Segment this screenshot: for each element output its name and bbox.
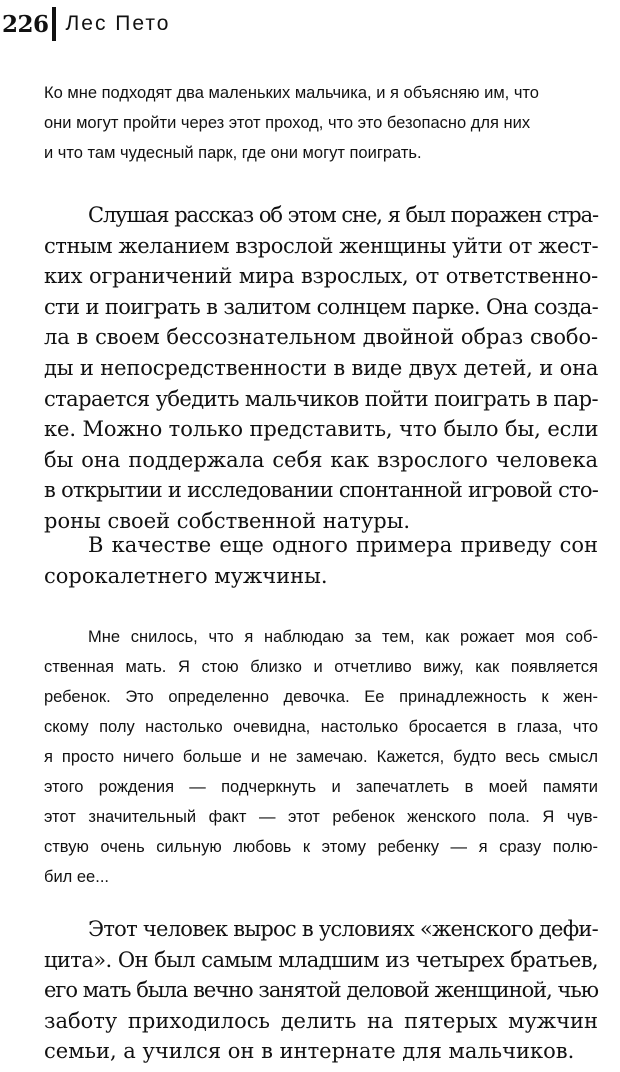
book-author: Лес Пето <box>65 12 171 35</box>
text-line: роны своей собственной натуры. <box>44 508 411 533</box>
paragraph-2 <box>44 530 598 591</box>
text-line: ды и непосредственности в виде двух детей, и она <box>44 355 599 380</box>
text-line: Этот человек вырос в условиях «женского дефи- <box>88 917 598 941</box>
text-line: сти и поиграть в залитом солнцем парке. Она созда- <box>44 294 598 319</box>
running-head <box>2 6 170 42</box>
paragraph-3 <box>44 914 598 1067</box>
text-line: цита». Он был самым младшим из четырех братьев, <box>44 947 598 972</box>
text-line: этот значительный факт — этот ребенок женского пола. Я чув- <box>44 808 598 826</box>
page-number: 226 <box>2 10 49 38</box>
text-line: ла в своем бессознательном двойной образ свобо- <box>44 325 598 350</box>
text-line: его мать была вечно занятой деловой женщиной, чью <box>44 978 598 1003</box>
text-line: бы она поддержала себя как взрослого человека <box>44 447 598 472</box>
paragraph-1 <box>44 200 598 537</box>
text-line: сорокалетнего мужчины. <box>44 563 328 588</box>
text-line: этого рождения — подчеркнуть и запечатлеть в моей памяти <box>44 778 598 796</box>
text-line: заботу приходилось делить на пятерых мужчин <box>44 1008 598 1033</box>
text-line: в открытии и исследовании спонтанной игровой сто- <box>44 478 598 503</box>
text-line: ственная мать. Я стою близко и отчетливо вижу, как появляется <box>44 658 598 676</box>
text-line: бил ее... <box>44 868 109 886</box>
text-line: Мне снилось, что я наблюдаю за тем, как рожает моя соб- <box>88 628 598 646</box>
text-line: Ко мне подходят два маленьких мальчика, и я объясняю им, что <box>44 84 539 102</box>
text-line: старается убедить мальчиков пойти поиграть в пар- <box>44 386 598 411</box>
text-line: и что там чудесный парк, где они могут поиграть. <box>44 144 422 162</box>
text-line: семьи, а учился он в интернате для мальчиков. <box>44 1039 575 1064</box>
text-line: Слушая рассказ об этом сне, я был поражен стра- <box>88 203 598 227</box>
text-line: ребенок. Это определенно девочка. Ее принадлежность к жен- <box>44 688 598 706</box>
text-line: они могут пройти через этот проход, что это безопасно для них <box>44 114 531 132</box>
text-line: стным желанием взрослой женщины уйти от жест- <box>44 233 599 258</box>
text-line: ствую очень сильную любовь к этому ребенку — я сразу полю- <box>44 838 598 856</box>
dream-quote-2 <box>44 622 598 892</box>
text-line: ких ограничений мира взрослых, от ответственно- <box>44 264 598 289</box>
dream-quote-1 <box>44 78 598 168</box>
text-line: скому полу настолько очевидна, настолько бросается в глаза, что <box>44 718 598 736</box>
text-line: ке. Можно только представить, что было бы, если <box>44 417 599 442</box>
text-line: я просто ничего больше и не замечаю. Кажется, будто весь смысл <box>44 748 598 766</box>
text-line: В качестве еще одного примера приведу сон <box>88 533 598 557</box>
header-divider <box>52 7 56 41</box>
